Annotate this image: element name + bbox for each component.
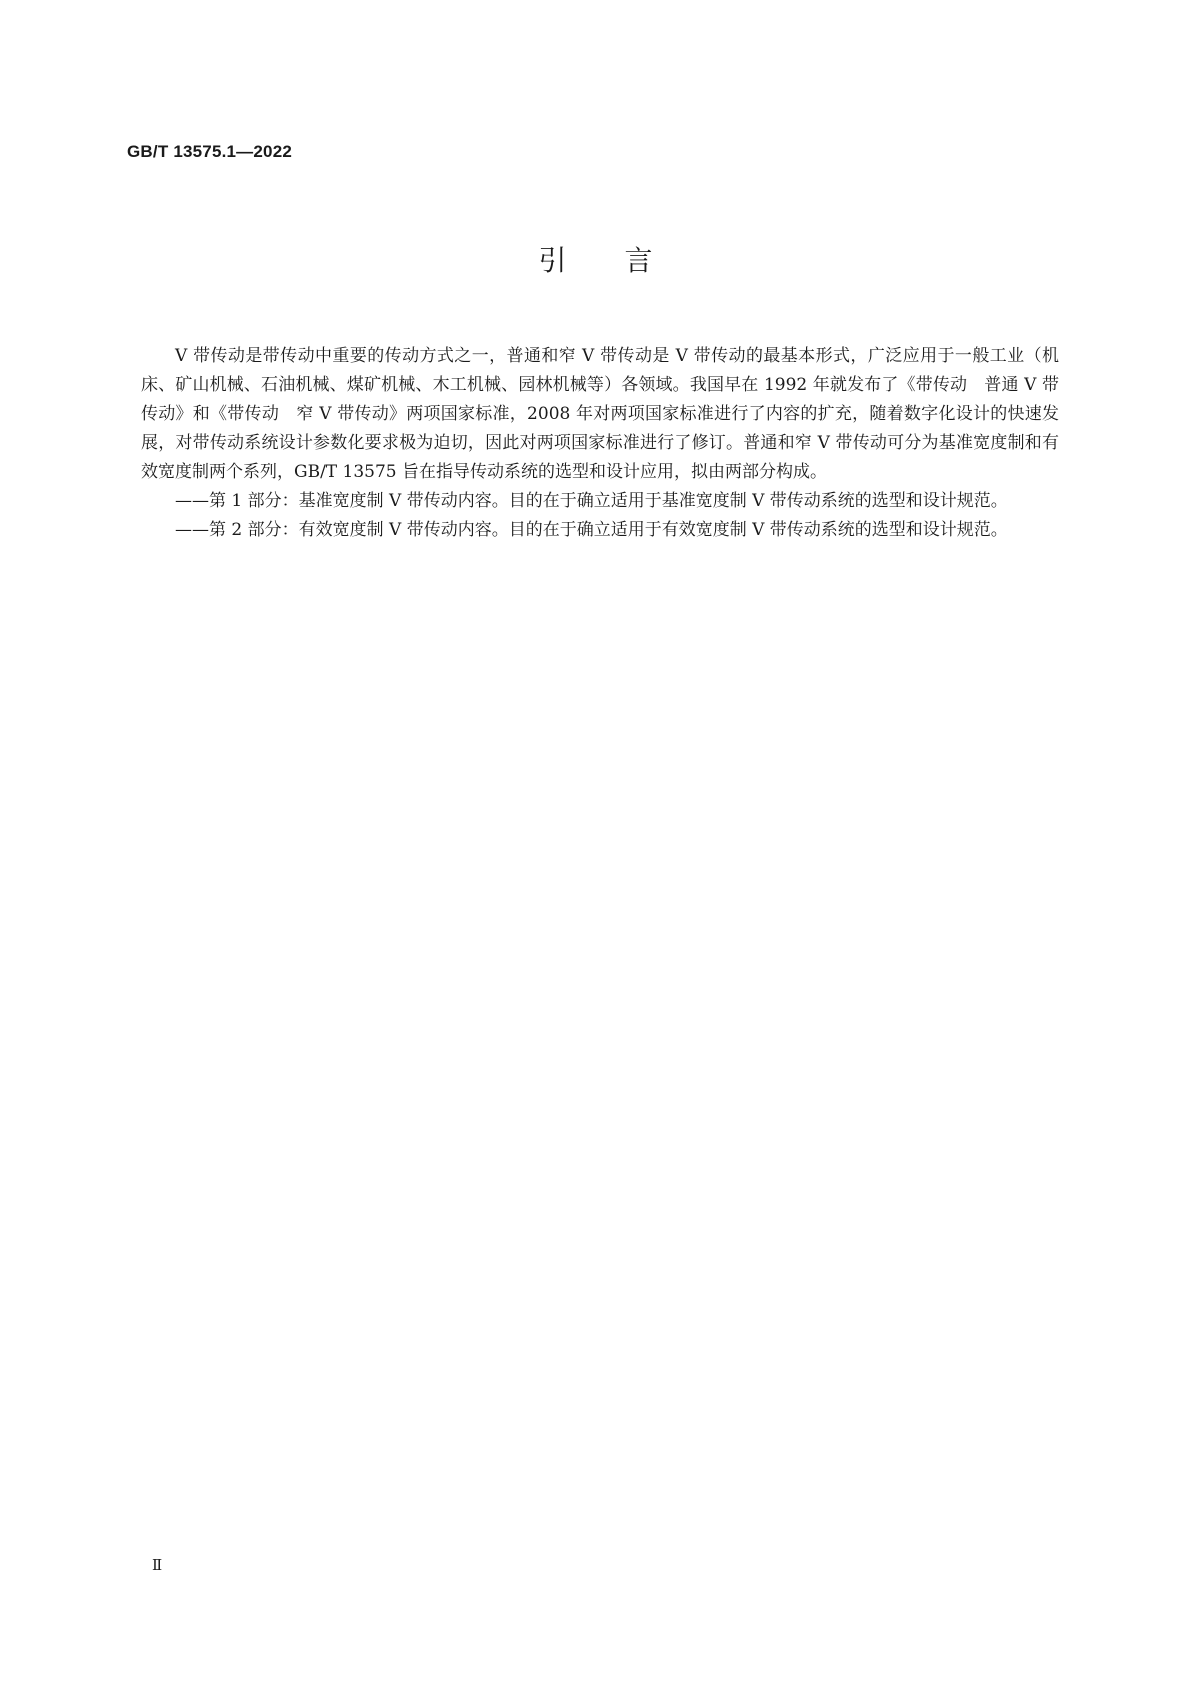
page-number: Ⅱ — [152, 1556, 163, 1574]
introduction-body — [141, 342, 1059, 545]
page-title: 引言 — [538, 244, 711, 277]
list-item-text: 第 1 部分：基准宽度制 V 带传动内容。目的在于确立适用于基准宽度制 V 带传动系统的选型和设计规范。 — [209, 491, 1008, 511]
list-item-text: 第 2 部分：有效宽度制 V 带传动内容。目的在于确立适用于有效宽度制 V 带传动系统的选型和设计规范。 — [209, 520, 1008, 540]
list-item-part-2 — [141, 516, 1059, 545]
introduction-paragraph: V 带传动是带传动中重要的传动方式之一，普通和窄 V 带传动是 V 带传动的最基本形式，广泛应用于一般工业（机床、矿山机械、石油机械、煤矿机械、木工机械、园林机械等）各领域。我国早在 1992 年就发布了《带传动 普通 V 带传动》和《带传动 窄 V 带传动》两项国家标准，2008 年对两项国家标准进行了内容的扩充，随着数字化设计的快速发展，对带传动系统设计参数化要求极为迫切，因此对两项国家标准进行了修订。普通和窄 V 带传动可分为基准宽度制和有效宽度制两个系列，GB/T 13575 旨在指导传动系统的选型和设计应用，拟由两部分构成。 — [141, 346, 1059, 482]
list-dash: —— — [175, 520, 209, 540]
list-item-part-1 — [141, 487, 1059, 516]
standard-code: GB/T 13575.1—2022 — [127, 142, 292, 161]
list-dash: —— — [175, 491, 209, 511]
